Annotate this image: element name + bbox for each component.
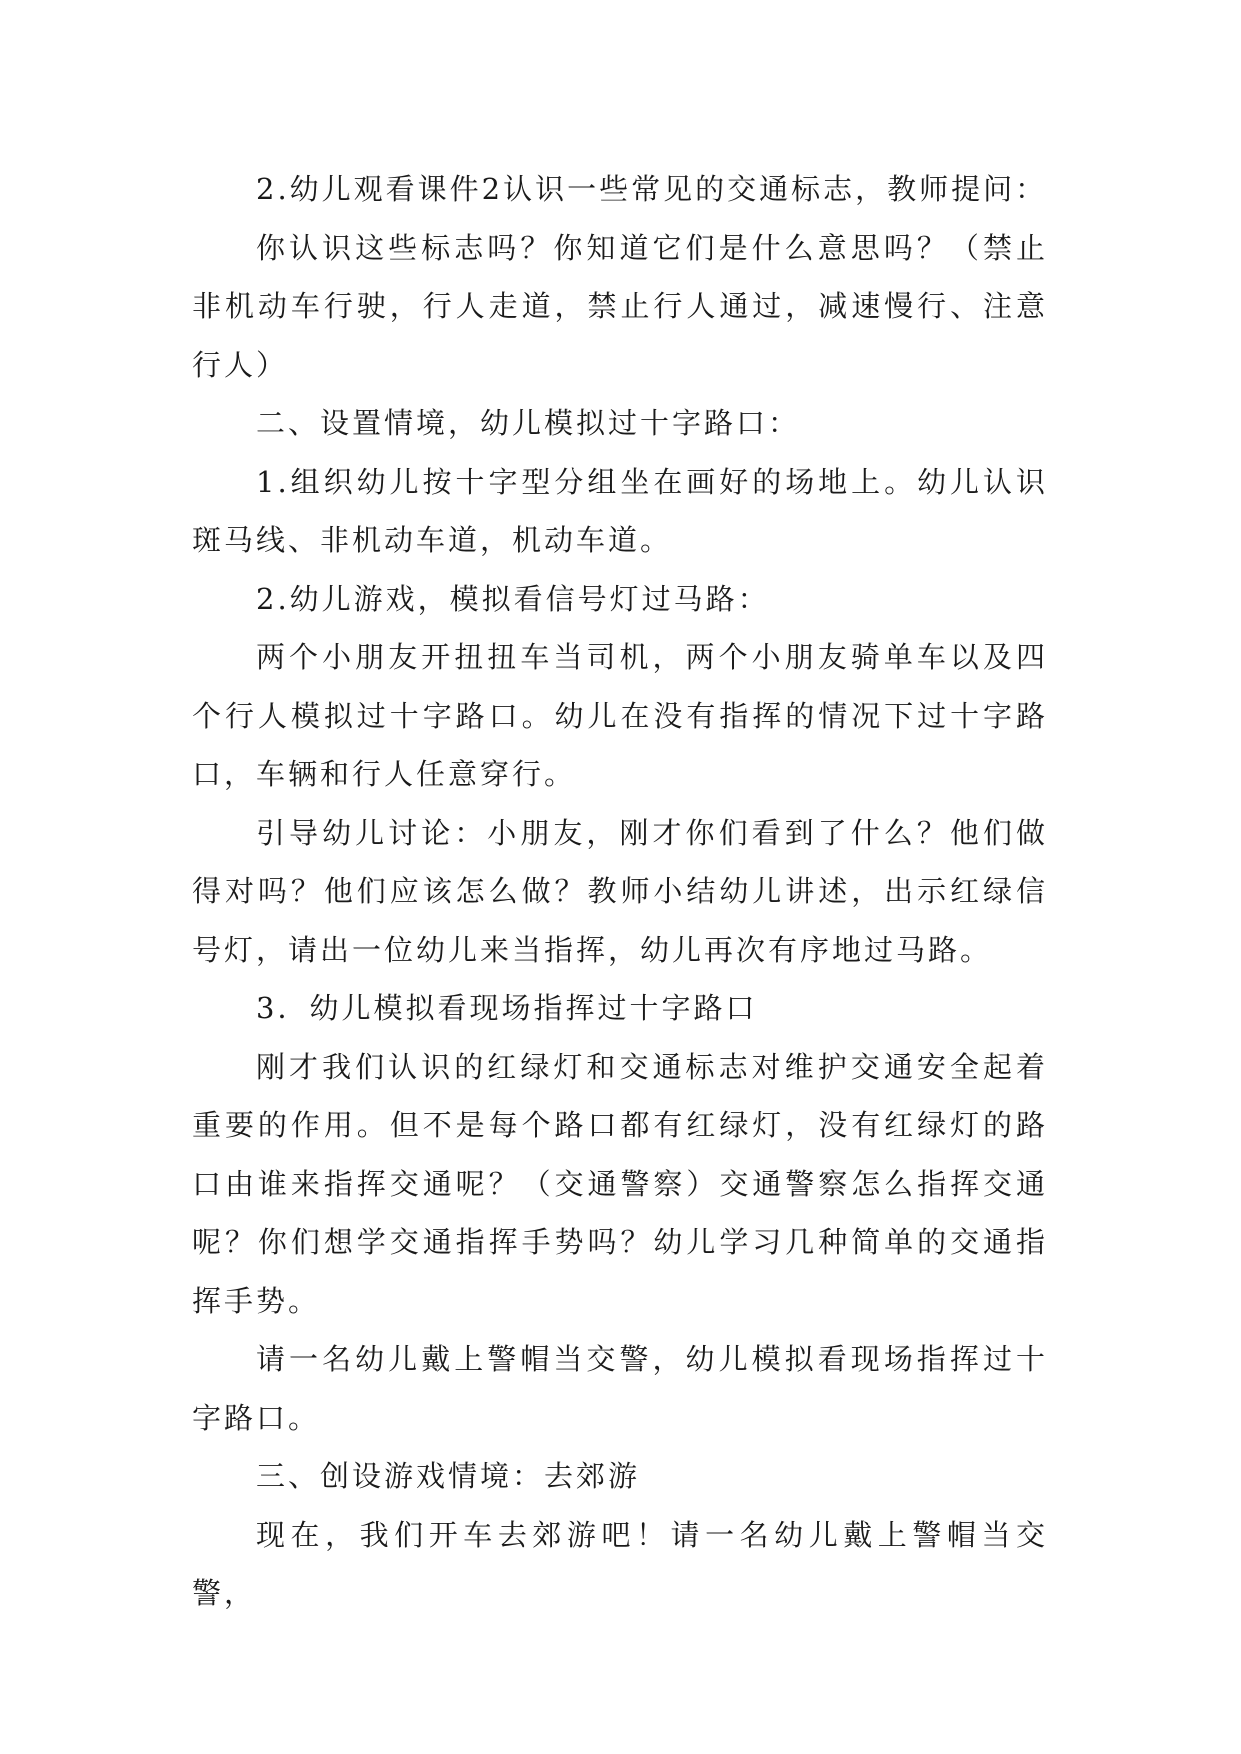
- paragraph: 请一名幼儿戴上警帽当交警，幼儿模拟看现场指挥过十字路口。: [192, 1342, 1048, 1435]
- paragraph: 你认识这些标志吗？你知道它们是什么意思吗？（禁止非机动车行驶，行人走道，禁止行人通过，减速慢行、注意行人）: [192, 230, 1048, 382]
- paragraph: 引导幼儿讨论：小朋友，刚才你们看到了什么？他们做得对吗？他们应该怎么做？教师小结幼儿讲述，出示红绿信号灯，请出一位幼儿来当指挥，幼儿再次有序地过马路。: [192, 815, 1048, 967]
- paragraph: 1.组织幼儿按十字型分组坐在画好的场地上。幼儿认识斑马线、非机动车道，机动车道。: [192, 464, 1048, 557]
- paragraph: 2.幼儿游戏，模拟看信号灯过马路：: [256, 581, 770, 616]
- document-body: [192, 160, 1048, 1623]
- paragraph: 2.幼儿观看课件2认识一些常见的交通标志，教师提问：: [256, 172, 1048, 206]
- paragraph: 刚才我们认识的红绿灯和交通标志对维护交通安全起着重要的作用。但不是每个路口都有红绿灯，没有红绿灯的路口由谁来指挥交通呢？（交通警察）交通警察怎么指挥交通呢？你们想学交通指挥手势吗？幼儿学习几种简单的交通指挥手势。: [192, 1049, 1048, 1318]
- paragraph: 现在，我们开车去郊游吧！请一名幼儿戴上警帽当交警，: [192, 1517, 1048, 1610]
- paragraph: 二、设置情境，幼儿模拟过十字路口：: [256, 406, 801, 440]
- paragraph: 两个小朋友开扭扭车当司机，两个小朋友骑单车以及四个行人模拟过十字路口。幼儿在没有指挥的情况下过十字路口，车辆和行人任意穿行。: [192, 640, 1048, 791]
- paragraph: 3．幼儿模拟看现场指挥过十字路口: [256, 991, 758, 1025]
- paragraph: 三、创设游戏情境：去郊游: [256, 1459, 641, 1493]
